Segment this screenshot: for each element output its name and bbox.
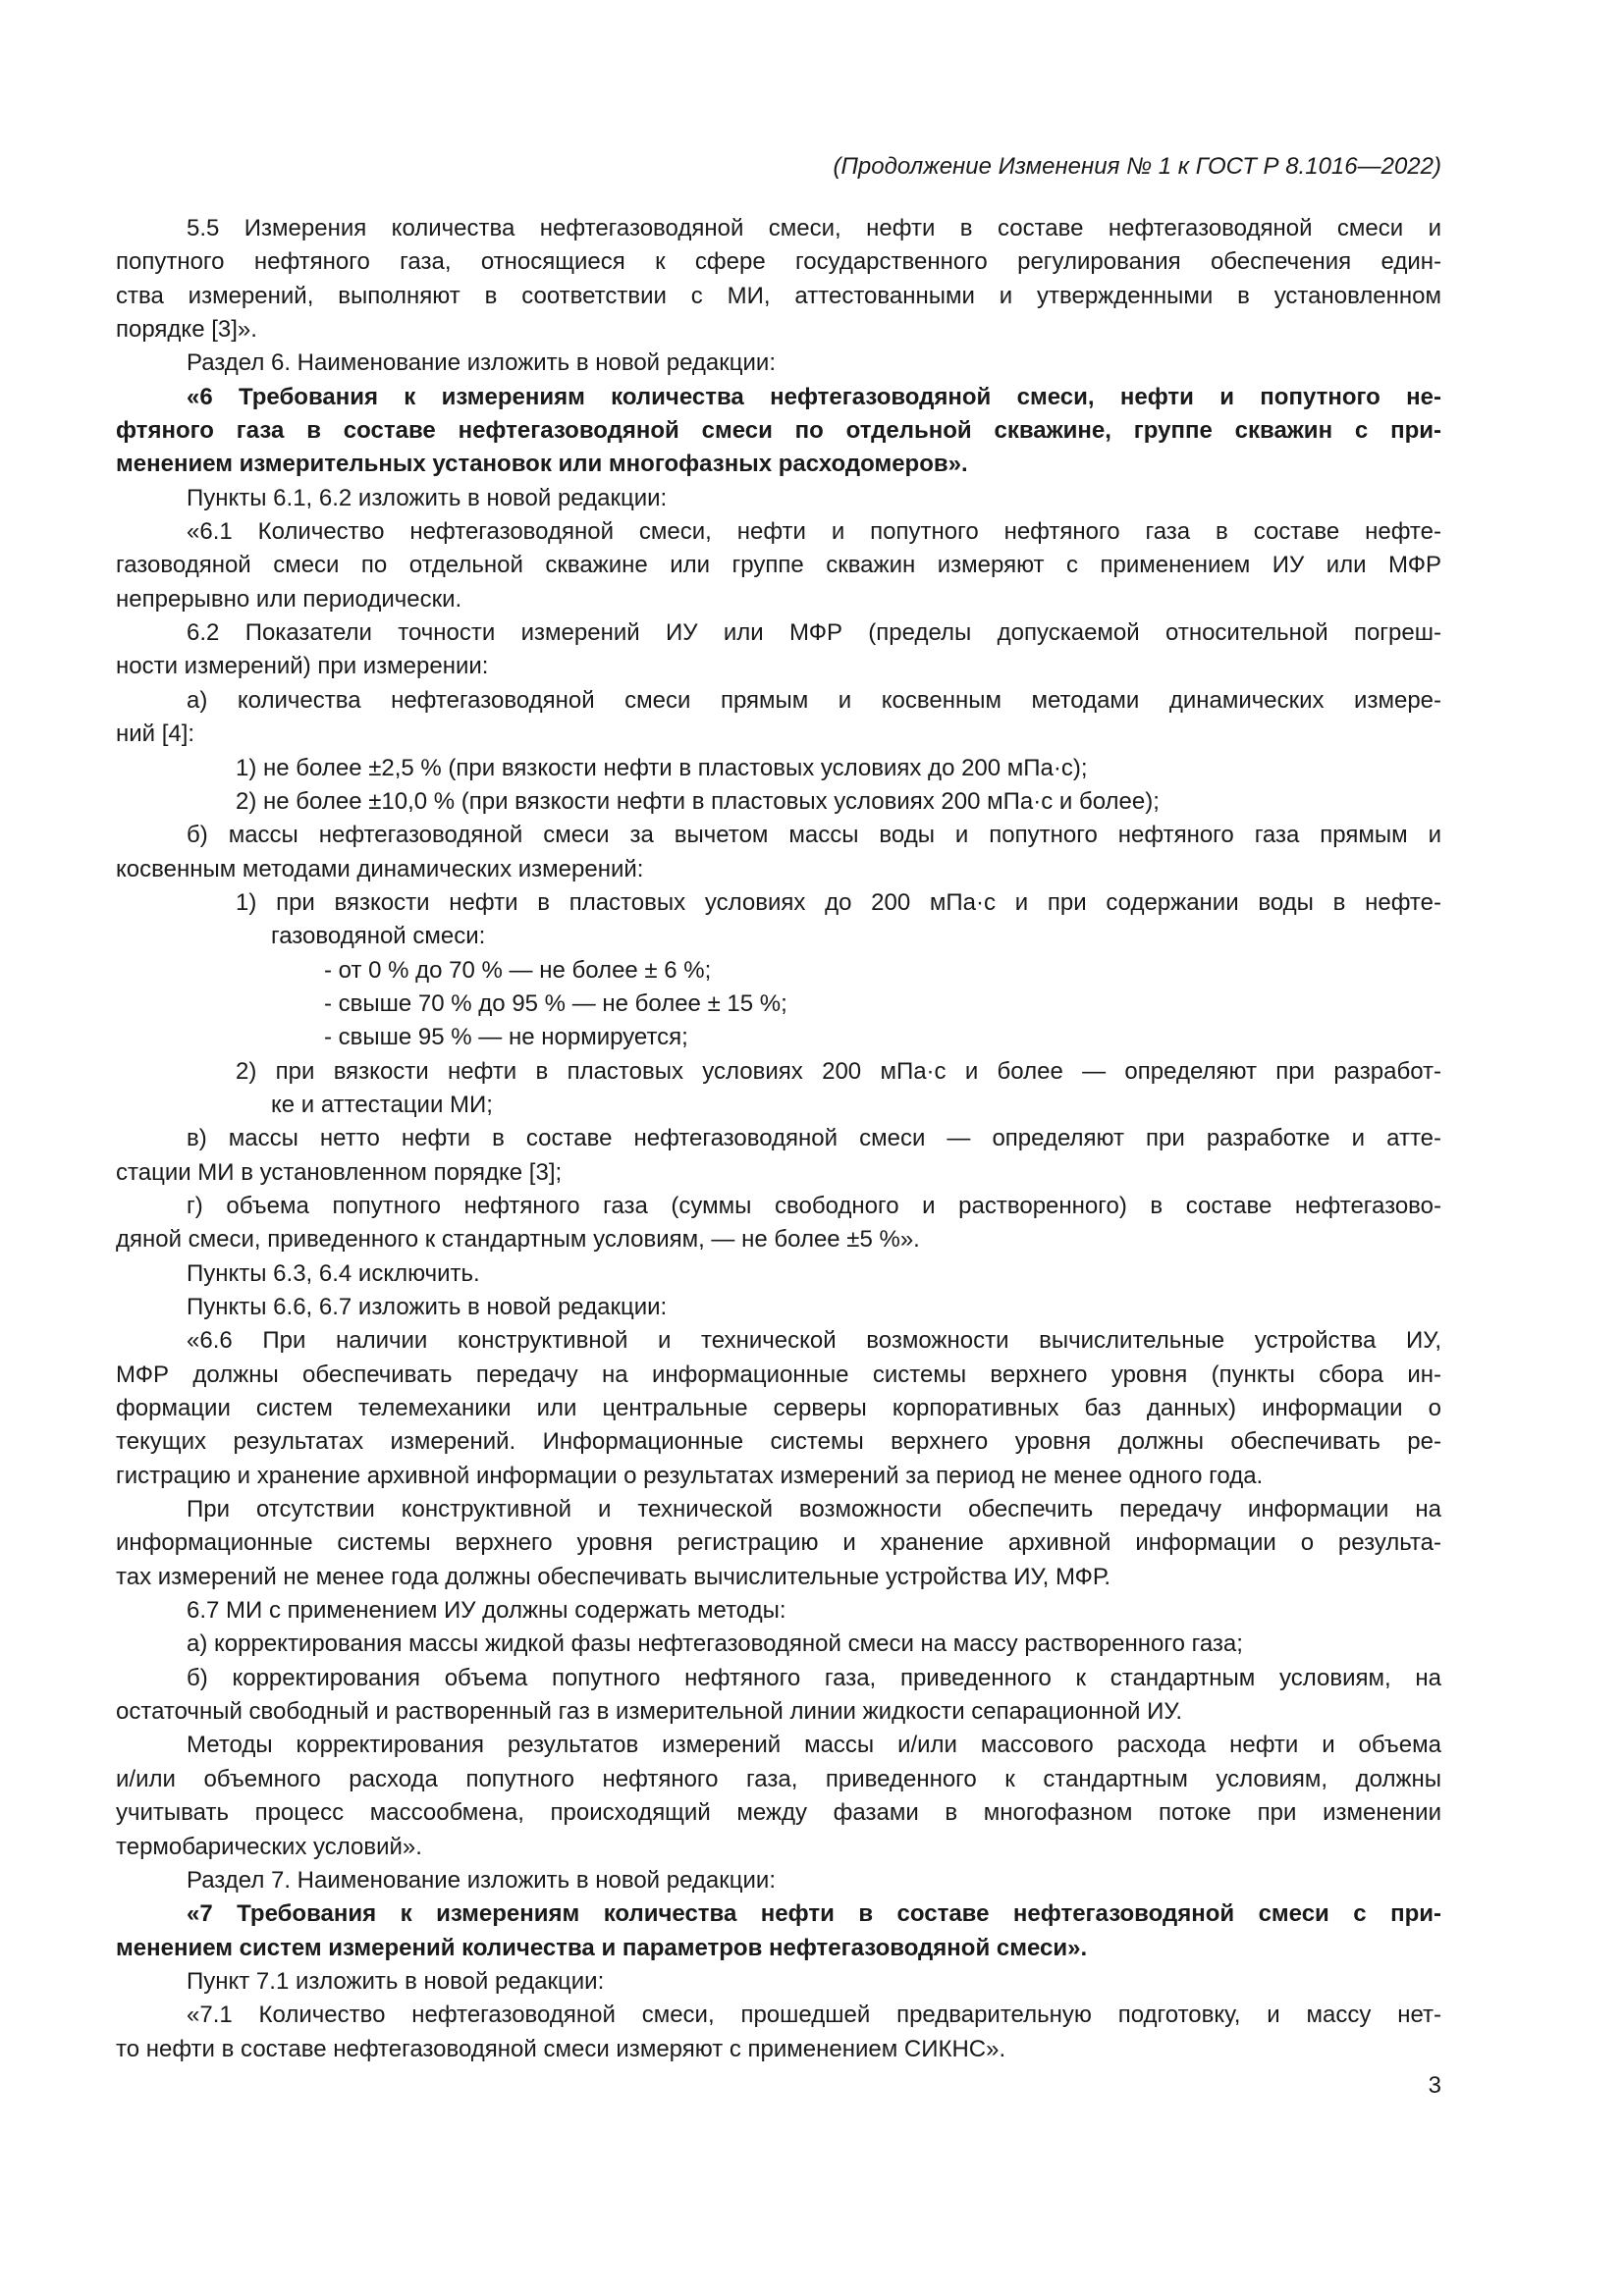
text-line: «7.1 Количество нефтегазоводяной смеси, прошедшей предварительную подготовку, и массу нет- [187,2002,1441,2029]
text-line: «6 Требования к измерениям количества нефтегазоводяной смеси, нефти и попутного не- [187,383,1441,410]
running-header: (Продолжение Изменения № 1 к ГОСТ Р 8.1016—2022) [833,153,1441,180]
paragraph [116,1594,1441,1628]
text-line: менением систем измерений количества и параметров нефтегазоводяной смеси». [116,1934,1088,1961]
paragraph [116,1999,1441,2066]
text-line: 6.7 МИ с применением ИУ должны содержать методы: [187,1597,786,1625]
list-item [116,954,1441,988]
list-item [116,1021,1441,1054]
text-line: дяной смеси, приведенного к стандартным условиям, — не более ±5 %». [116,1226,920,1254]
text-line: в) массы нетто нефти в составе нефтегазоводяной смеси — определяют при разработке и атте- [187,1125,1441,1152]
paragraph [116,212,1441,347]
text-line: МФР должны обеспечивать передачу на информационные системы верхнего уровня (пункты сбора ин- [116,1361,1441,1388]
text-line: то нефти в составе нефтегазоводяной смеси измеряют с применением СИКНС». [116,2035,1006,2062]
text-line: «6.1 Количество нефтегазоводяной смеси, нефти и попутного нефтяного газа в составе нефте- [187,518,1441,546]
text-line: ний [4]: [116,721,195,748]
paragraph [116,684,1441,752]
text-line: б) массы нефтегазоводяной смеси за вычетом массы воды и попутного нефтяного газа прямым и [187,822,1441,849]
paragraph [116,1965,1441,1999]
document-body [116,212,1441,2066]
text-line: Пункты 6.1, 6.2 изложить в новой редакции: [187,484,668,511]
text-line: термобарических условий». [116,1833,422,1860]
text-line: формации систем телемеханики или центральные серверы корпоративных баз данных) информации о [116,1395,1441,1422]
paragraph [116,1493,1441,1594]
text-line: информационные системы верхнего уровня регистрацию и хранение архивной информации о результа- [116,1529,1441,1557]
text-line: Пункты 6.6, 6.7 изложить в новой редакции: [187,1294,668,1320]
text-line: - свыше 95 % — не нормируется; [324,1024,688,1051]
text-line: 2) при вязкости нефти в пластовых условиях 200 мПа·с и более — определяют при разработ- [236,1057,1441,1085]
paragraph [116,1324,1441,1493]
paragraph [116,1864,1441,1897]
text-line: Пункты 6.3, 6.4 исключить. [187,1259,480,1287]
text-line: - от 0 % до 70 % — не более ± 6 %; [324,956,712,984]
text-line: 1) при вязкости нефти в пластовых условиях до 200 мПа·с и при содержании воды в нефте- [236,888,1441,916]
text-line: «6.6 При наличии конструктивной и технической возможности вычислительные устройства ИУ, [187,1327,1441,1355]
paragraph [116,616,1441,684]
paragraph [116,482,1441,515]
text-line: и/или объемного расхода попутного нефтяного газа, приведенного к стандартным условиям, должны [116,1765,1441,1792]
list-item [116,988,1441,1021]
paragraph [116,1122,1441,1190]
text-line: гистрацию и хранение архивной информации о результатах измерений за период не менее одного года. [116,1462,1264,1489]
text-line: ства измерений, выполняют в соответствии с МИ, аттестованными и утвержденными в установленном [116,282,1441,309]
text-line: косвенным методами динамических измерений: [116,855,644,882]
text-line: попутного нефтяного газа, относящиеся к сфере государственного регулирования обеспечения един- [116,248,1441,276]
paragraph [116,1291,1441,1324]
section-heading [116,381,1441,482]
text-line: учитывать процесс массообмена, происходящий между фазами в многофазном потоке при изменении [116,1799,1441,1827]
text-line: менением измерительных установок или многофазных расходомеров». [116,451,968,478]
text-line: непрерывно или периодически. [116,585,462,613]
text-line: 6.2 Показатели точности измерений ИУ или МФР (пределы допускаемой относительной погреш- [187,619,1441,647]
text-line: тах измерений не менее года должны обеспечивать вычислительные устройства ИУ, МФР. [116,1563,1111,1590]
text-line: 2) не более ±10,0 % (при вязкости нефти в пластовых условиях 200 мПа·с и более); [236,787,1160,815]
text-line: «7 Требования к измерениям количества нефти в составе нефтегазоводяной смеси с при- [187,1900,1441,1928]
text-line: Пункт 7.1 изложить в новой редакции: [187,1967,605,1995]
text-line: Методы корректирования результатов измерений массы и/или массового расхода нефти и объема [187,1732,1441,1759]
text-line: ности измерений) при измерении: [116,653,489,680]
paragraph [116,819,1441,886]
text-line: газоводяной смеси по отдельной скважине или группе скважин измеряют с применением ИУ или МФР [116,552,1441,579]
section-heading [116,1897,1441,1965]
text-line: - свыше 70 % до 95 % — не более ± 15 %; [324,989,787,1017]
list-item [116,752,1441,785]
text-line: г) объема попутного нефтяного газа (суммы свободного и растворенного) в составе нефтегазово- [187,1192,1441,1219]
text-line: Раздел 7. Наименование изложить в новой редакции: [187,1866,776,1894]
text-line: При отсутствии конструктивной и технической возможности обеспечить передачу информации на [187,1496,1441,1523]
text-line: фтяного газа в составе нефтегазоводяной смеси по отдельной скважине, группе скважин с при- [116,417,1441,445]
text-line: Раздел 6. Наименование изложить в новой редакции: [187,349,776,377]
paragraph [116,515,1441,616]
list-item [116,785,1441,819]
text-line: порядке [3]». [116,316,257,344]
paragraph [116,1257,1441,1291]
paragraph [116,1729,1441,1863]
list-item [116,1055,1441,1123]
paragraph [116,1628,1441,1661]
paragraph [116,1190,1441,1257]
text-line: ке и аттестации МИ; [271,1091,493,1118]
text-line: стации МИ в установленном порядке [3]; [116,1158,563,1186]
text-line: а) количества нефтегазоводяной смеси прямым и косвенным методами динамических измере- [187,686,1441,714]
page-number: 3 [1428,2072,1441,2099]
text-line: б) корректирования объема попутного нефтяного газа, приведенного к стандартным условиям, на [187,1664,1441,1691]
text-line: 1) не более ±2,5 % (при вязкости нефти в пластовых условиях до 200 мПа·с); [236,754,1088,781]
text-line: 5.5 Измерения количества нефтегазоводяной смеси, нефти в составе нефтегазоводяной смеси и [187,215,1441,241]
list-item [116,886,1441,954]
text-line: текущих результатах измерений. Информационные системы верхнего уровня должны обеспечивать ре- [116,1428,1441,1456]
paragraph [116,1662,1441,1730]
paragraph [116,347,1441,380]
text-line: газоводяной смеси: [271,923,486,950]
text-line: остаточный свободный и растворенный газ в измерительной линии жидкости сепарационной ИУ. [116,1698,1183,1726]
text-line: а) корректирования массы жидкой фазы нефтегазоводяной смеси на массу растворенного газа; [187,1630,1243,1658]
